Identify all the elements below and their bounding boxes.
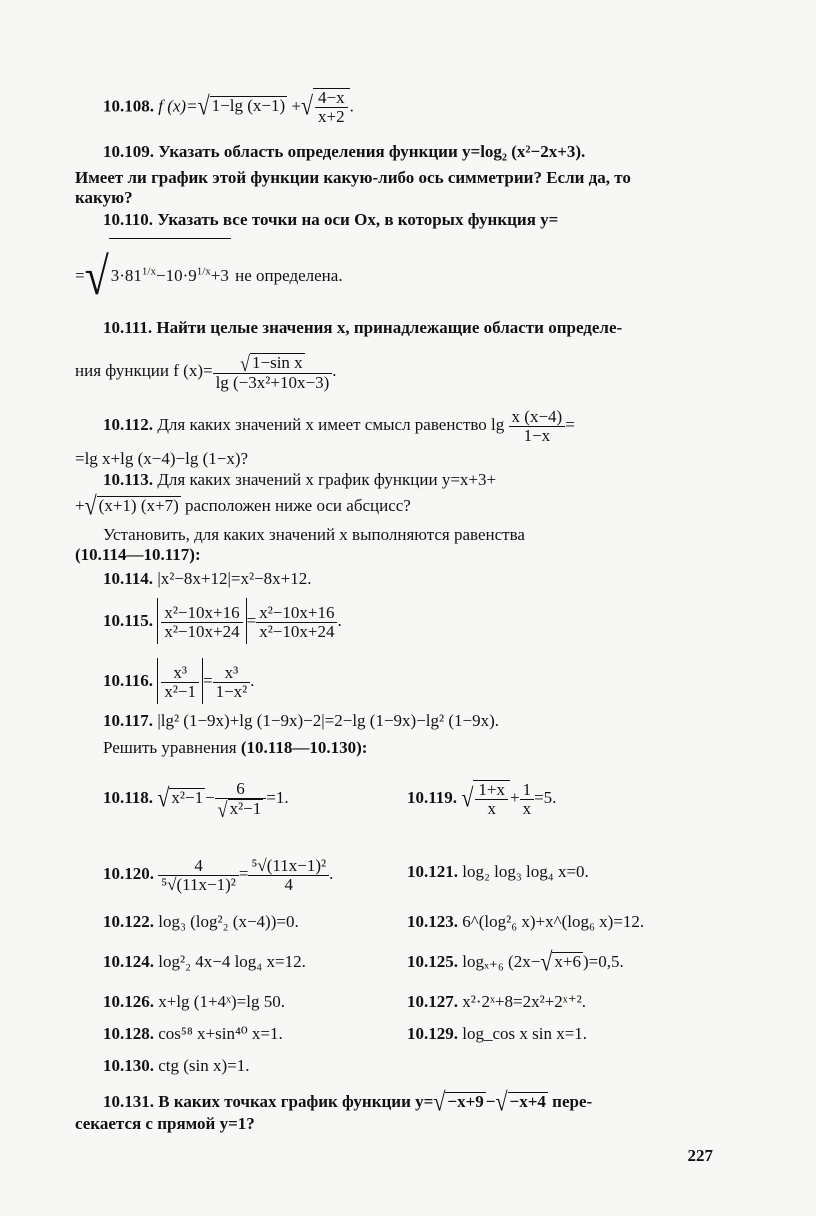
- fraction-numerator: x³: [161, 664, 199, 683]
- fraction-denominator: 4: [284, 874, 294, 894]
- problem-10-114: [103, 569, 312, 589]
- equation: log₂ log₃ log₄ x=0.: [462, 862, 589, 881]
- problem-10-111-line1: [103, 318, 622, 338]
- equation: x²·2ˣ+8=2x²+2ˣ⁺².: [462, 992, 587, 1011]
- problem-10-129: [407, 1024, 587, 1044]
- fraction: [509, 408, 566, 445]
- absolute-value: [157, 658, 203, 704]
- formula-lead: f (x)=: [158, 96, 198, 116]
- problem-text: Указать область определения функции y=log₂ (x²−2x+3).: [158, 142, 586, 161]
- section-intro-1: Установить, для каких значений x выполняются равенства: [103, 525, 525, 544]
- radical-sign: √: [157, 782, 170, 813]
- problem-text: расположен ниже оси абсцисс?: [185, 496, 411, 515]
- problem-10-123: [407, 912, 644, 932]
- equals-sign: =: [565, 415, 575, 434]
- problem-10-127: [407, 992, 586, 1012]
- fraction-denominator: x²−10x+24: [164, 621, 240, 641]
- equation-end: )=0,5.: [582, 952, 624, 971]
- equation-end: =1.: [266, 788, 289, 807]
- radicand: −x+4: [509, 1092, 546, 1111]
- radical-sign: √: [461, 782, 474, 813]
- fraction-denominator: lg (−3x²+10x−3): [215, 372, 330, 392]
- formula-lead: =: [75, 266, 85, 285]
- problem-10-115: [103, 598, 342, 644]
- equation-lead: logₓ₊₆ (2x−: [462, 952, 541, 971]
- problem-number: 10.126.: [103, 992, 154, 1011]
- problem-number: 10.111.: [103, 318, 153, 337]
- fraction-numerator: 1: [520, 781, 535, 800]
- problem-10-131-line1: [103, 1086, 593, 1117]
- problem-10-125: [407, 946, 624, 977]
- problem-text: Для каких значений x имеет смысл равенство lg: [157, 415, 505, 434]
- radical-sign: √: [197, 90, 210, 121]
- problem-number: 10.114.: [103, 569, 154, 588]
- minus-sign: −: [485, 1092, 496, 1111]
- equals-sign: =: [246, 611, 257, 630]
- problem-10-119: [407, 775, 556, 821]
- absolute-value: [157, 598, 246, 644]
- equals-sign: =: [203, 671, 213, 690]
- problem-number: 10.119.: [407, 788, 458, 807]
- fraction-denominator: x+2: [318, 107, 345, 126]
- problem-number: 10.109.: [103, 142, 154, 161]
- plus-sign: +: [291, 96, 301, 116]
- problem-10-126: [103, 992, 285, 1012]
- minus-sign: −: [205, 788, 215, 807]
- problem-text: не определена.: [235, 266, 343, 285]
- problem-number: 10.122.: [103, 912, 154, 931]
- problem-10-116: [103, 658, 255, 704]
- fraction-denominator: x²−1: [164, 681, 196, 701]
- radicand: x+6: [554, 952, 581, 971]
- problem-10-109-line3: какую?: [75, 188, 133, 207]
- formula-lead: ния функции f (x)=: [75, 361, 213, 380]
- fraction: [158, 857, 239, 894]
- problem-number: 10.115.: [103, 611, 154, 630]
- fraction: [213, 353, 333, 392]
- radical-sign: √: [84, 247, 109, 306]
- fraction-denominator: x: [487, 798, 496, 818]
- problem-10-130: [103, 1056, 250, 1076]
- radical-sign: √: [84, 490, 97, 521]
- fraction-numerator: 4−x: [315, 89, 348, 108]
- plus-sign: +: [75, 496, 85, 515]
- problem-10-128: [103, 1024, 283, 1044]
- problem-text: Найти целые значения x, принадлежащие области определе-: [156, 318, 623, 337]
- problem-number: 10.118.: [103, 788, 154, 807]
- fraction-numerator: x²−10x+16: [256, 604, 337, 623]
- problem-10-109-line1: [103, 142, 585, 162]
- problem-10-117: [103, 711, 499, 731]
- plus-sign: +: [509, 788, 520, 807]
- problem-number: 10.129.: [407, 1024, 458, 1043]
- problem-10-118: [103, 775, 289, 821]
- radical-fraction: [313, 88, 350, 126]
- fraction-denominator: 1−x²: [215, 681, 248, 701]
- equation: |x²−8x+12|=x²−8x+12.: [157, 569, 312, 588]
- radicand: −x+9: [447, 1092, 484, 1111]
- section-intro-2: [103, 738, 367, 758]
- problem-10-109-line2: Имеет ли график этой функции какую-либо ось симметрии? Если да, то: [75, 168, 631, 187]
- radical-sign: √: [540, 946, 553, 977]
- problem-10-110-line2: [75, 238, 343, 307]
- problem-number: 10.128.: [103, 1024, 154, 1043]
- radical-sign: √: [300, 90, 314, 121]
- radicand: (x+1) (x+7): [98, 496, 179, 515]
- problem-number: 10.125.: [407, 952, 458, 971]
- problem-number: 10.130.: [103, 1056, 154, 1075]
- punctuation: .: [332, 361, 337, 380]
- punctuation: .: [349, 96, 354, 116]
- problem-text: Указать все точки на оси Ox, в которых функция y=: [157, 210, 559, 229]
- problem-10-122: [103, 912, 299, 932]
- fraction-denominator: x²−10x+24: [259, 621, 335, 641]
- problem-10-112-line1: [103, 402, 575, 448]
- fraction-numerator: ⁵√(11x−1)²: [248, 857, 329, 876]
- problem-10-113-line1: [103, 470, 496, 490]
- punctuation: .: [250, 671, 255, 690]
- fraction-numerator: √ 1−sin x: [213, 353, 333, 374]
- equation: ctg (sin x)=1.: [158, 1056, 250, 1075]
- fraction-denominator: 1−x: [523, 425, 551, 445]
- problem-number: 10.112.: [103, 415, 154, 434]
- problem-text: Для каких значений x график функции y=x+3+: [157, 470, 497, 489]
- fraction-numerator: 4: [158, 857, 239, 876]
- radical-sign: √: [495, 1086, 508, 1117]
- equation-end: =5.: [534, 788, 557, 807]
- problem-10-111-line2: [75, 348, 336, 394]
- fraction-numerator: x²−10x+16: [161, 604, 242, 623]
- fraction-denominator: ⁵√(11x−1)²: [161, 874, 236, 894]
- problem-number: 10.131.: [103, 1092, 154, 1111]
- equation: log₃ (log²₂ (x−4))=0.: [158, 912, 299, 931]
- problem-10-108: [103, 88, 354, 126]
- problem-10-121: [407, 862, 589, 882]
- equation: cos⁵⁸ x+sin⁴⁰ x=1.: [158, 1024, 283, 1043]
- problem-10-131-line2: секается с прямой y=1?: [75, 1114, 255, 1133]
- fraction-numerator: 6: [215, 780, 267, 799]
- intro-ref: (10.118—10.130):: [240, 738, 368, 757]
- fraction: [520, 781, 535, 818]
- punctuation: .: [337, 611, 342, 630]
- section-intro-1-ref: (10.114—10.117):: [75, 545, 201, 564]
- equation: x+lg (1+4ˣ)=lg 50.: [158, 992, 285, 1011]
- problem-number: 10.123.: [407, 912, 458, 931]
- radicand: x²−1: [171, 788, 204, 807]
- problem-number: 10.116.: [103, 671, 154, 690]
- radical-fraction: [473, 780, 510, 818]
- equation: |lg² (1−9x)+lg (1−9x)−2|=2−lg (1−9x)−lg² (1−9x).: [157, 711, 500, 730]
- fraction: [213, 664, 251, 701]
- problem-10-112-line2: =lg x+lg (x−4)−lg (1−x)?: [75, 449, 249, 468]
- fraction-denominator: x: [522, 798, 532, 818]
- page-number: 227: [687, 1146, 713, 1165]
- punctuation: .: [329, 864, 334, 883]
- problem-10-110-line1: [103, 210, 558, 230]
- problem-10-124: [103, 952, 306, 972]
- problem-10-120: [103, 848, 333, 900]
- problem-number: 10.117.: [103, 711, 154, 730]
- fraction: [248, 857, 329, 894]
- equation: log_cos x sin x=1.: [462, 1024, 588, 1043]
- radicand: $3\cdot 81^{1/x}-10\cdot 9^{1/x}+3$: [109, 238, 231, 285]
- equation: 6^(log²₆ x)+x^(log₆ x)=12.: [462, 912, 645, 931]
- problem-number: 10.127.: [407, 992, 458, 1011]
- fraction-denominator: √ x²−1: [217, 797, 262, 822]
- problem-number: 10.120.: [103, 864, 154, 883]
- fraction-numerator: x (x−4): [509, 408, 566, 427]
- problem-number: 10.124.: [103, 952, 154, 971]
- problem-10-113-line2: [75, 490, 411, 521]
- equation: log²₂ 4x−4 log₄ x=12.: [158, 952, 306, 971]
- fraction-numerator: 1+x: [475, 781, 508, 800]
- problem-text: пере-: [552, 1092, 593, 1111]
- fraction-numerator: x³: [213, 664, 251, 683]
- intro-text: Решить уравнения: [103, 738, 237, 757]
- problem-text: В каких точках график функции y=: [158, 1092, 434, 1111]
- fraction: [215, 778, 267, 822]
- radical-sign: √: [433, 1086, 446, 1117]
- problem-number: 10.113.: [103, 470, 154, 489]
- fraction: [256, 604, 337, 641]
- problem-number: 10.110.: [103, 210, 154, 229]
- equals-sign: =: [238, 864, 249, 883]
- radicand: 1−lg (x−1): [211, 96, 286, 116]
- problem-number: 10.121.: [407, 862, 458, 881]
- problem-number: 10.108.: [103, 96, 154, 116]
